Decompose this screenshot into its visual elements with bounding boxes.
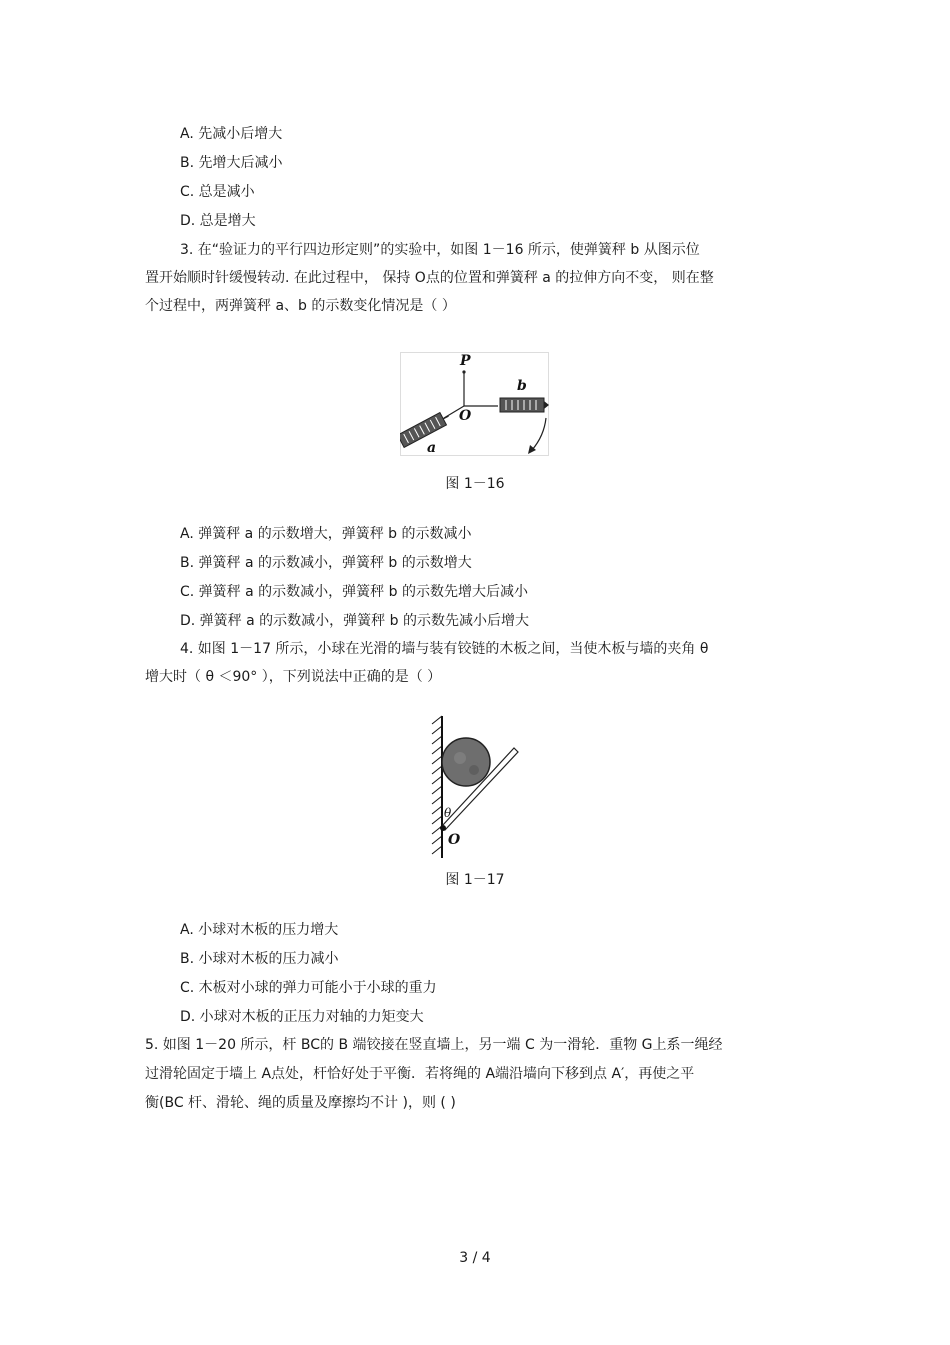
figure-1-17 (428, 714, 520, 860)
q3-option-a: A. 弹簧秤 a 的示数增大，弹簧秤 b 的示数减小 (180, 526, 472, 542)
q3-line-1: 3. 在“验证力的平行四边形定则”的实验中，如图 1－16 所示，使弹簧秤 b 从图示位 (180, 242, 700, 258)
q5-line-2: 过滑轮固定于墙上 A点处，杆恰好处于平衡．若将绳的 A端沿墙向下移到点 A′，再使之平 (145, 1066, 695, 1082)
q3-line-3: 个过程中，两弹簧秤 a、b 的示数变化情况是（ ） (145, 298, 456, 314)
label-o: O (448, 832, 461, 848)
q2-option-c: C. 总是减小 (180, 184, 255, 200)
spring-scale-b (500, 398, 549, 412)
ball (442, 738, 490, 786)
page-number: 3 / 4 (459, 1250, 491, 1266)
q4-option-a: A. 小球对木板的压力增大 (180, 922, 339, 938)
q3-line-2: 置开始顺时针缓慢转动. 在此过程中， 保持 O点的位置和弹簧秤 a 的拉伸方向不变， 则在整 (145, 270, 714, 286)
q4-line-1: 4. 如图 1－17 所示，小球在光滑的墙与装有铰链的木板之间，当使木板与墙的夹角 θ (180, 641, 709, 657)
hinge-icon (440, 825, 446, 831)
q2-option-b: B. 先增大后减小 (180, 155, 283, 171)
label-o: O (459, 408, 472, 424)
q4-option-b: B. 小球对木板的压力减小 (180, 951, 339, 967)
q3-option-b: B. 弹簧秤 a 的示数减小，弹簧秤 b 的示数增大 (180, 555, 472, 571)
q4-option-d: D. 小球对木板的正压力对轴的力矩变大 (180, 1009, 424, 1025)
q2-option-d: D. 总是增大 (180, 213, 256, 229)
q2-option-a: A. 先减小后增大 (180, 126, 283, 142)
figure-1-16 (400, 352, 550, 456)
q4-option-c: C. 木板对小球的弹力可能小于小球的重力 (180, 980, 437, 996)
label-a: a (427, 440, 437, 456)
q4-line-2: 增大时（ θ ＜90° ），下列说法中正确的是（ ） (145, 669, 442, 685)
q3-option-d: D. 弹簧秤 a 的示数减小，弹簧秤 b 的示数先减小后增大 (180, 613, 529, 629)
q3-option-c: C. 弹簧秤 a 的示数减小，弹簧秤 b 的示数先增大后减小 (180, 584, 528, 600)
figure-1-16-caption: 图 1－16 (445, 476, 505, 492)
q5-line-1: 5. 如图 1－20 所示，杆 BC的 B 端铰接在竖直墙上，另一端 C 为一滑轮．重物 G上系一绳经 (145, 1037, 723, 1053)
label-p: P (460, 353, 471, 369)
q5-line-3: 衡(BC 杆、滑轮、绳的质量及摩擦均不计 )，则 ( ) (145, 1095, 456, 1111)
figure-1-17-caption: 图 1－17 (445, 872, 505, 888)
label-theta: θ (444, 806, 452, 820)
label-b: b (517, 378, 527, 394)
